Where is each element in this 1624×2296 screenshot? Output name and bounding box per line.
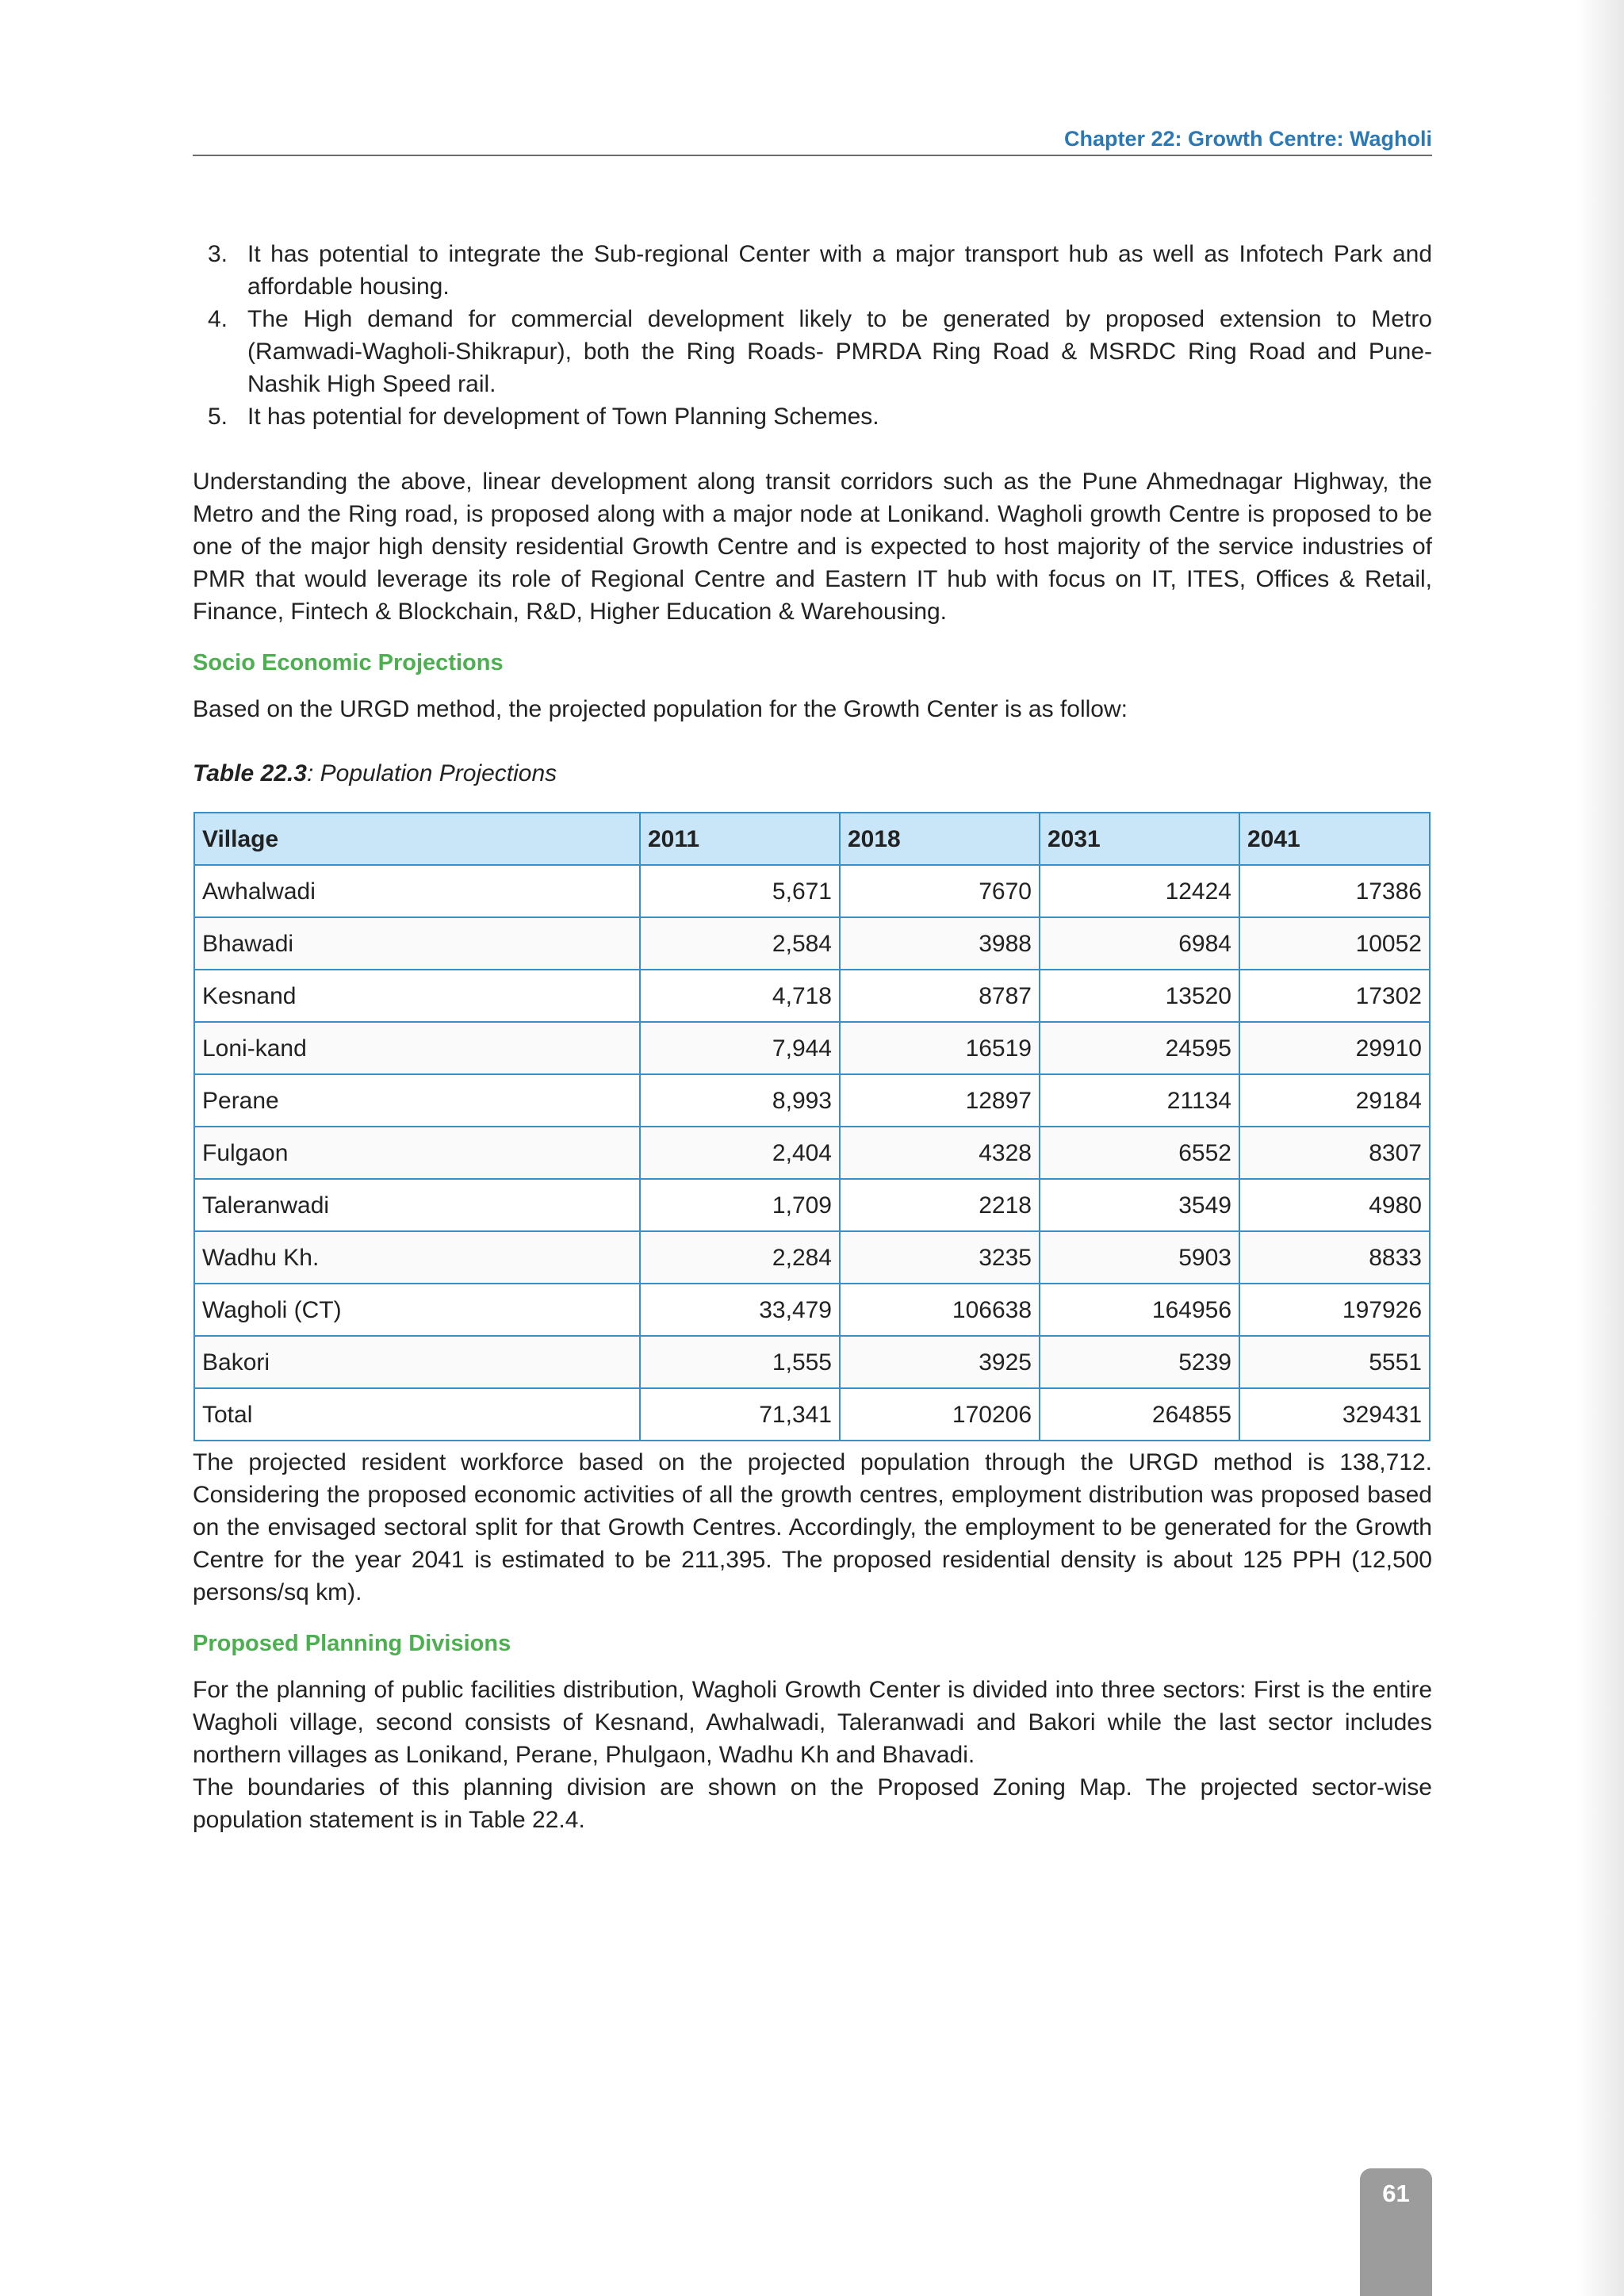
- value-cell: 21134: [1040, 1074, 1239, 1127]
- value-cell: 17386: [1239, 865, 1430, 917]
- list-number: 4.: [208, 306, 228, 332]
- table-caption-text: : Population Projections: [306, 760, 557, 786]
- list-number: 3.: [208, 241, 228, 267]
- value-cell: 29184: [1239, 1074, 1430, 1127]
- header-2018: 2018: [840, 813, 1040, 865]
- list-item: [193, 400, 1432, 433]
- value-cell: 6552: [1040, 1127, 1239, 1179]
- header-divider: [193, 155, 1432, 156]
- value-cell: 8307: [1239, 1127, 1430, 1179]
- page-edge-shadow: [1576, 0, 1624, 2296]
- page-number-tab: [1360, 2168, 1432, 2296]
- value-cell: 17302: [1239, 970, 1430, 1022]
- table-row: [194, 1284, 1430, 1336]
- value-cell: 1,709: [640, 1179, 840, 1231]
- village-cell: Bhawadi: [194, 917, 640, 970]
- table-row: [194, 970, 1430, 1022]
- value-cell: 5,671: [640, 865, 840, 917]
- socio-economic-heading: Socio Economic Projections: [193, 650, 504, 675]
- value-cell: 6984: [1040, 917, 1239, 970]
- value-cell: 5551: [1239, 1336, 1430, 1388]
- value-cell: 2218: [840, 1179, 1040, 1231]
- value-cell: 1,555: [640, 1336, 840, 1388]
- village-cell: Awhalwadi: [194, 865, 640, 917]
- projection-intro: Based on the URGD method, the projected population for the Growth Center is as follow:: [193, 696, 1128, 722]
- value-cell: 7,944: [640, 1022, 840, 1074]
- value-cell: 197926: [1239, 1284, 1430, 1336]
- header-2011: 2011: [640, 813, 840, 865]
- list-item: [193, 238, 1432, 303]
- list-item-text: The High demand for commercial development likely to be generated by proposed extension to Metro (Ramwadi-Wagholi-Shikrapur), both the Ring Roads- PMRDA Ring Road & MSRDC Ring Road and Pune-Nashik High Speed rail.: [247, 306, 1432, 397]
- village-cell: Fulgaon: [194, 1127, 640, 1179]
- value-cell: 5903: [1040, 1231, 1239, 1284]
- value-cell: 24595: [1040, 1022, 1239, 1074]
- page-content: [193, 238, 1432, 1836]
- header-2041: 2041: [1239, 813, 1430, 865]
- numbered-list: [193, 238, 1432, 433]
- list-item-text: It has potential to integrate the Sub-regional Center with a major transport hub as well as Infotech Park and affordable housing.: [247, 241, 1432, 300]
- total-value-cell: 329431: [1239, 1388, 1430, 1441]
- value-cell: 2,284: [640, 1231, 840, 1284]
- value-cell: 3988: [840, 917, 1040, 970]
- village-cell: Loni-kand: [194, 1022, 640, 1074]
- table-row: [194, 1022, 1430, 1074]
- value-cell: 5239: [1040, 1336, 1239, 1388]
- value-cell: 33,479: [640, 1284, 840, 1336]
- value-cell: 12897: [840, 1074, 1040, 1127]
- boundaries-paragraph: The boundaries of this planning division are shown on the Proposed Zoning Map. The projected sector-wise population statement is in Table 22.4.: [193, 1774, 1432, 1833]
- table-row: [194, 865, 1430, 917]
- table-caption: [193, 757, 1432, 790]
- population-table: [193, 812, 1431, 1441]
- value-cell: 29910: [1239, 1022, 1430, 1074]
- chapter-header: Chapter 22: Growth Centre: Wagholi: [1063, 127, 1432, 151]
- value-cell: 4328: [840, 1127, 1040, 1179]
- value-cell: 3925: [840, 1336, 1040, 1388]
- value-cell: 4,718: [640, 970, 840, 1022]
- total-value-cell: 264855: [1040, 1388, 1239, 1441]
- table-row: [194, 1231, 1430, 1284]
- village-cell: Wadhu Kh.: [194, 1231, 640, 1284]
- value-cell: 8787: [840, 970, 1040, 1022]
- village-cell: Kesnand: [194, 970, 640, 1022]
- table-row: [194, 917, 1430, 970]
- total-value-cell: 170206: [840, 1388, 1040, 1441]
- value-cell: 3235: [840, 1231, 1040, 1284]
- table-row: [194, 1179, 1430, 1231]
- value-cell: 3549: [1040, 1179, 1239, 1231]
- village-cell: Perane: [194, 1074, 640, 1127]
- value-cell: 10052: [1239, 917, 1430, 970]
- planning-divisions-paragraph: For the planning of public facilities distribution, Wagholi Growth Center is divided into three sectors: First is the entire Wagholi village, second consists of Kesnand, Awhalwadi, Taleranwadi and Bakori while the last sector includes northern villages as Lonikand, Perane, Phulgaon, Wadhu Kh and Bhavadi.: [193, 1677, 1432, 1768]
- understanding-paragraph: Understanding the above, linear development along transit corridors such as the Pune Ahmednagar Highway, the Metro and the Ring road, is proposed along with a major node at Lonikand. Wagholi growth Centre is proposed to be one of the major high density residential Growth Centre and is expected to host majority of the service industries of PMR that would leverage its role of Regional Centre and Eastern IT hub with focus on IT, ITES, Offices & Retail, Finance, Fintech & Blockchain, R&D, Higher Education & Warehousing.: [193, 469, 1432, 625]
- value-cell: 8833: [1239, 1231, 1430, 1284]
- value-cell: 8,993: [640, 1074, 840, 1127]
- list-item: [193, 303, 1432, 400]
- table-total-row: [194, 1388, 1430, 1441]
- table-row: [194, 1074, 1430, 1127]
- village-cell: Bakori: [194, 1336, 640, 1388]
- table-row: [194, 1127, 1430, 1179]
- header-village: Village: [194, 813, 640, 865]
- value-cell: 4980: [1239, 1179, 1430, 1231]
- village-cell: Taleranwadi: [194, 1179, 640, 1231]
- planning-divisions-heading: Proposed Planning Divisions: [193, 1631, 511, 1656]
- value-cell: 13520: [1040, 970, 1239, 1022]
- value-cell: 12424: [1040, 865, 1239, 917]
- value-cell: 164956: [1040, 1284, 1239, 1336]
- value-cell: 106638: [840, 1284, 1040, 1336]
- table-header-row: [194, 813, 1430, 865]
- village-cell: Wagholi (CT): [194, 1284, 640, 1336]
- value-cell: 16519: [840, 1022, 1040, 1074]
- total-value-cell: 71,341: [640, 1388, 840, 1441]
- header-2031: 2031: [1040, 813, 1239, 865]
- value-cell: 7670: [840, 865, 1040, 917]
- table-row: [194, 1336, 1430, 1388]
- list-item-text: It has potential for development of Town Planning Schemes.: [247, 404, 879, 430]
- workforce-paragraph: The projected resident workforce based on the projected population through the URGD method is 138,712. Considering the proposed economic activities of all the growth centres, employment distribution was proposed based on the envisaged sectoral split for that Growth Centres. Accordingly, the employment to be generated for the Growth Centre for the year 2041 is estimated to be 211,395. The proposed residential density is about 125 PPH (12,500 persons/sq km).: [193, 1449, 1432, 1605]
- value-cell: 2,404: [640, 1127, 840, 1179]
- page-number: 61: [1382, 2179, 1410, 2207]
- value-cell: 2,584: [640, 917, 840, 970]
- table-caption-label: Table 22.3: [193, 760, 307, 786]
- list-number: 5.: [208, 404, 228, 430]
- total-label-cell: Total: [194, 1388, 640, 1441]
